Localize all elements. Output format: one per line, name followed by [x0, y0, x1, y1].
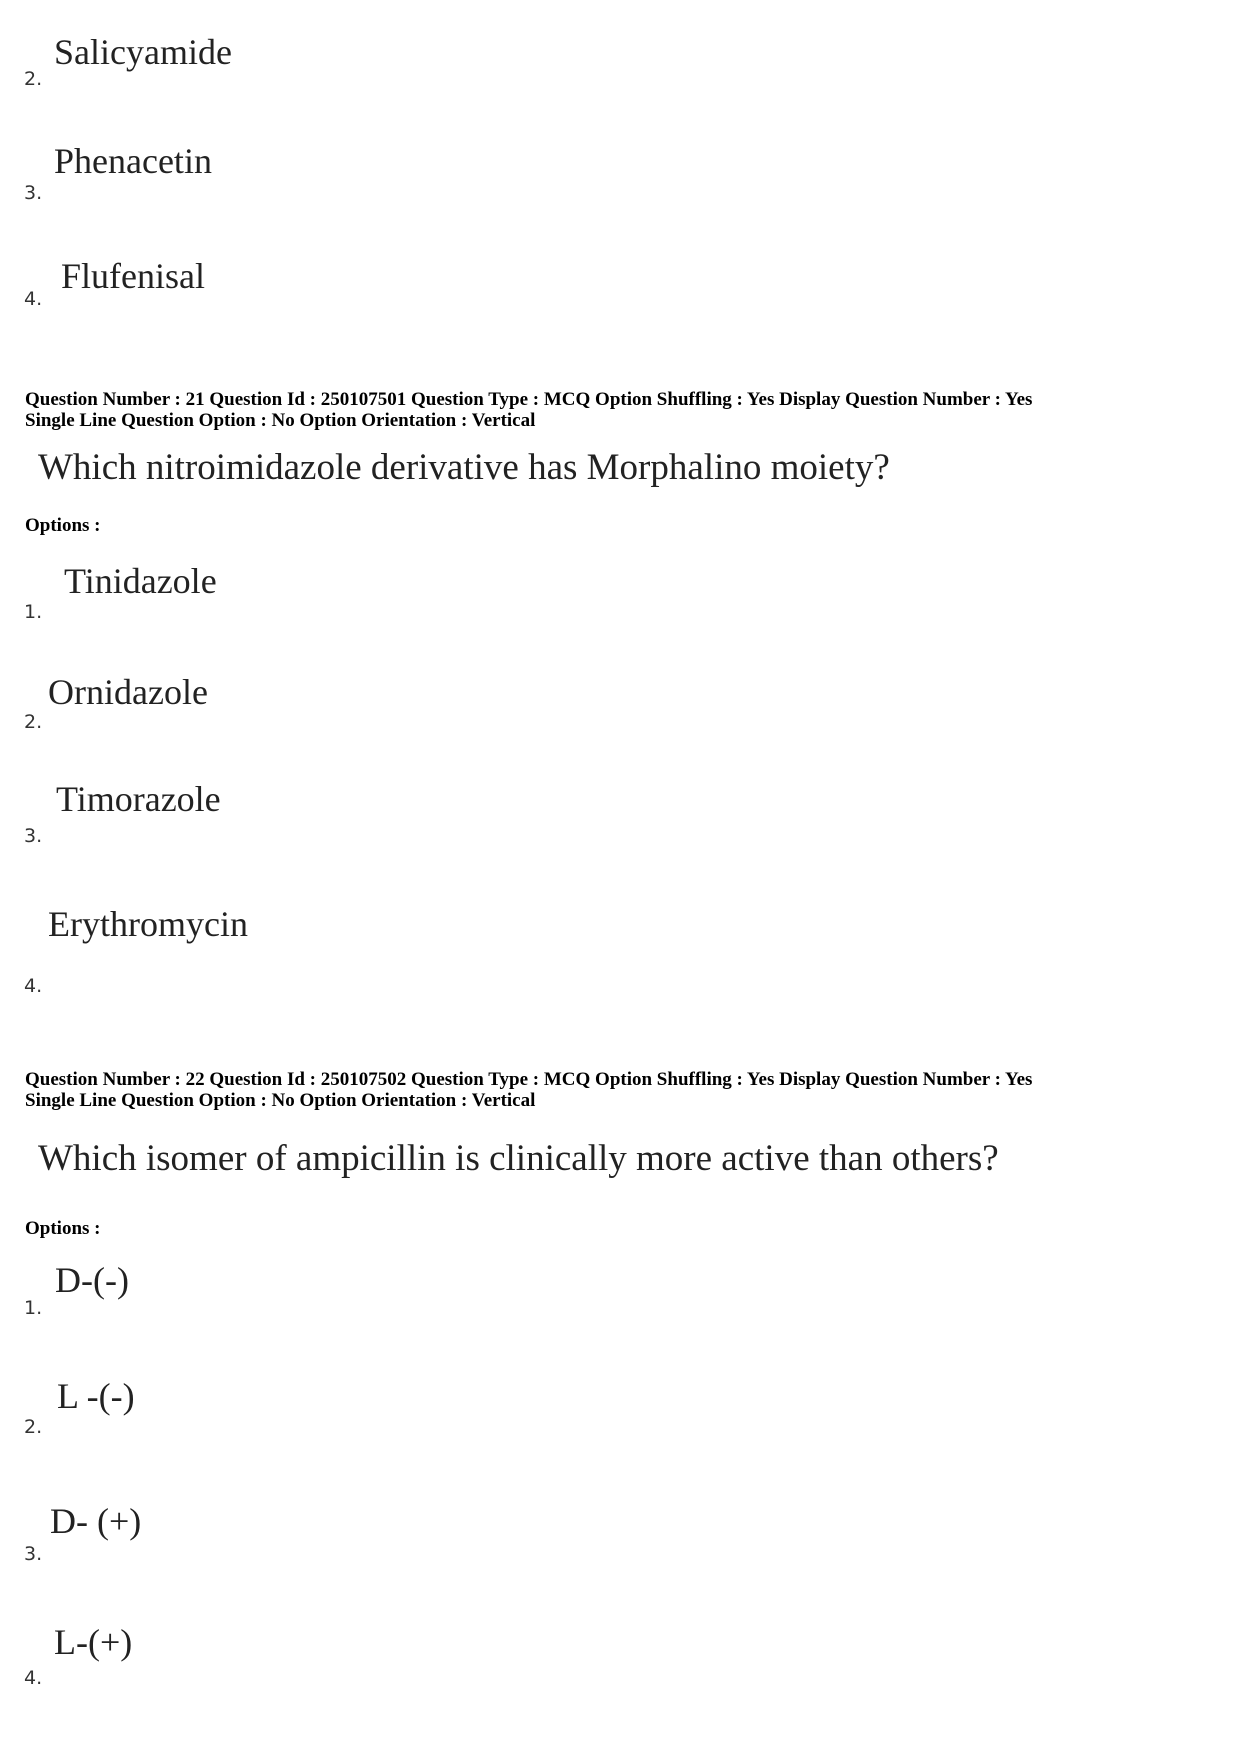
q21-meta-line-1: Question Number : 21 Question Id : 250107501 Question Type : MCQ Option Shuffling : Yes Display Question Number : Yes	[25, 389, 1033, 410]
q22-option-1-text: D-(-)	[55, 1260, 129, 1300]
q21-option-3-text: Timorazole	[56, 779, 221, 819]
q22-option-1-number: 1.	[24, 1297, 43, 1319]
q21-options-label: Options :	[25, 515, 101, 536]
prev-option-4-text: Flufenisal	[61, 256, 205, 296]
q21-option-3-number: 3.	[24, 825, 43, 847]
q21-option-1-text: Tinidazole	[64, 561, 217, 601]
prev-option-2-number: 2.	[24, 68, 43, 90]
prev-option-3-number: 3.	[24, 182, 43, 204]
q21-option-1-number: 1.	[24, 601, 43, 623]
q22-option-4-number: 4.	[24, 1667, 43, 1689]
q21-option-2-text: Ornidazole	[48, 672, 208, 712]
q22-option-2-text: L -(-)	[57, 1376, 135, 1416]
q22-meta-line-2: Single Line Question Option : No Option Orientation : Vertical	[25, 1090, 536, 1111]
q21-option-4-text: Erythromycin	[48, 904, 248, 944]
q22-option-4-text: L-(+)	[54, 1622, 133, 1662]
q22-option-2-number: 2.	[24, 1416, 43, 1438]
prev-option-2-text: Salicyamide	[54, 32, 232, 72]
q22-question-text: Which isomer of ampicillin is clinically more active than others?	[38, 1138, 999, 1179]
prev-option-4-number: 4.	[24, 288, 43, 310]
q21-question-text: Which nitroimidazole derivative has Morphalino moiety?	[38, 447, 890, 488]
q21-option-2-number: 2.	[24, 711, 43, 733]
q22-option-3-text: D- (+)	[50, 1501, 142, 1541]
q21-option-4-number: 4.	[24, 975, 43, 997]
prev-option-3-text: Phenacetin	[54, 141, 212, 181]
q22-meta-line-1: Question Number : 22 Question Id : 250107502 Question Type : MCQ Option Shuffling : Yes Display Question Number : Yes	[25, 1069, 1033, 1090]
q22-option-3-number: 3.	[24, 1543, 43, 1565]
q22-options-label: Options :	[25, 1218, 101, 1239]
q21-meta-line-2: Single Line Question Option : No Option Orientation : Vertical	[25, 410, 536, 431]
